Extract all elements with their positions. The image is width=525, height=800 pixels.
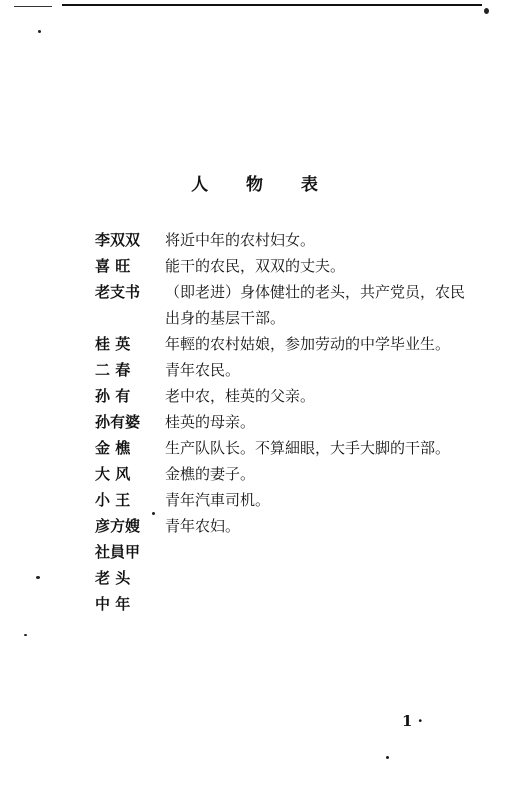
character-name: 桂 英 <box>95 335 131 353</box>
character-name: 金 樵 <box>95 439 131 457</box>
character-name: 李双双 <box>95 231 141 249</box>
list-item <box>95 435 475 461</box>
cast-list <box>95 227 475 617</box>
list-item <box>95 331 475 357</box>
character-desc: （即老进）身体健壮的老头，共产党员，农民出身的基层干部。 <box>165 283 466 327</box>
character-name: 老 头 <box>95 569 131 587</box>
character-desc: 金樵的妻子。 <box>165 465 256 483</box>
list-item <box>95 461 475 487</box>
list-item <box>95 539 475 565</box>
character-name: 喜 旺 <box>95 257 131 275</box>
list-item <box>95 227 475 253</box>
character-desc: 桂英的母亲。 <box>165 413 256 431</box>
character-desc: 年輕的农村姑娘，参加劳动的中学毕业生。 <box>165 335 451 353</box>
ink-speck <box>38 30 41 33</box>
character-name: 二 春 <box>95 361 131 379</box>
ink-speck <box>484 8 489 14</box>
list-item <box>95 357 475 383</box>
character-name: 孙 有 <box>95 387 131 405</box>
character-name: 彦方嫂 <box>95 517 141 535</box>
list-item <box>95 591 475 617</box>
list-item <box>95 487 475 513</box>
character-desc: 将近中年的农村妇女。 <box>165 231 316 249</box>
character-desc: 能干的农民，双双的丈夫。 <box>165 257 346 275</box>
character-desc: 生产队队长。不算細眼，大手大脚的干部。 <box>165 439 451 457</box>
character-desc: 青年汽車司机。 <box>165 491 271 509</box>
character-desc: 青年农民。 <box>165 361 241 379</box>
top-rule-left <box>14 6 52 7</box>
ink-speck <box>386 756 389 759</box>
list-item <box>95 513 475 539</box>
list-item <box>95 565 475 591</box>
character-desc: 青年农妇。 <box>165 517 241 535</box>
list-item <box>95 253 475 279</box>
character-name: 孙有婆 <box>95 413 141 431</box>
list-item <box>95 409 475 435</box>
ink-speck <box>36 576 40 579</box>
list-item <box>95 383 475 409</box>
character-desc: 老中农，桂英的父亲。 <box>165 387 316 405</box>
character-name: 社員甲 <box>95 543 141 561</box>
character-name: 中 年 <box>95 595 131 613</box>
ink-speck <box>24 634 27 636</box>
page-number: 1 · <box>402 712 423 730</box>
character-name: 大 风 <box>95 465 131 483</box>
list-item <box>95 279 475 331</box>
top-rule <box>62 4 482 6</box>
page-title: 人 物 表 <box>191 175 334 195</box>
character-name: 老支书 <box>95 283 141 301</box>
character-name: 小 王 <box>95 491 131 509</box>
